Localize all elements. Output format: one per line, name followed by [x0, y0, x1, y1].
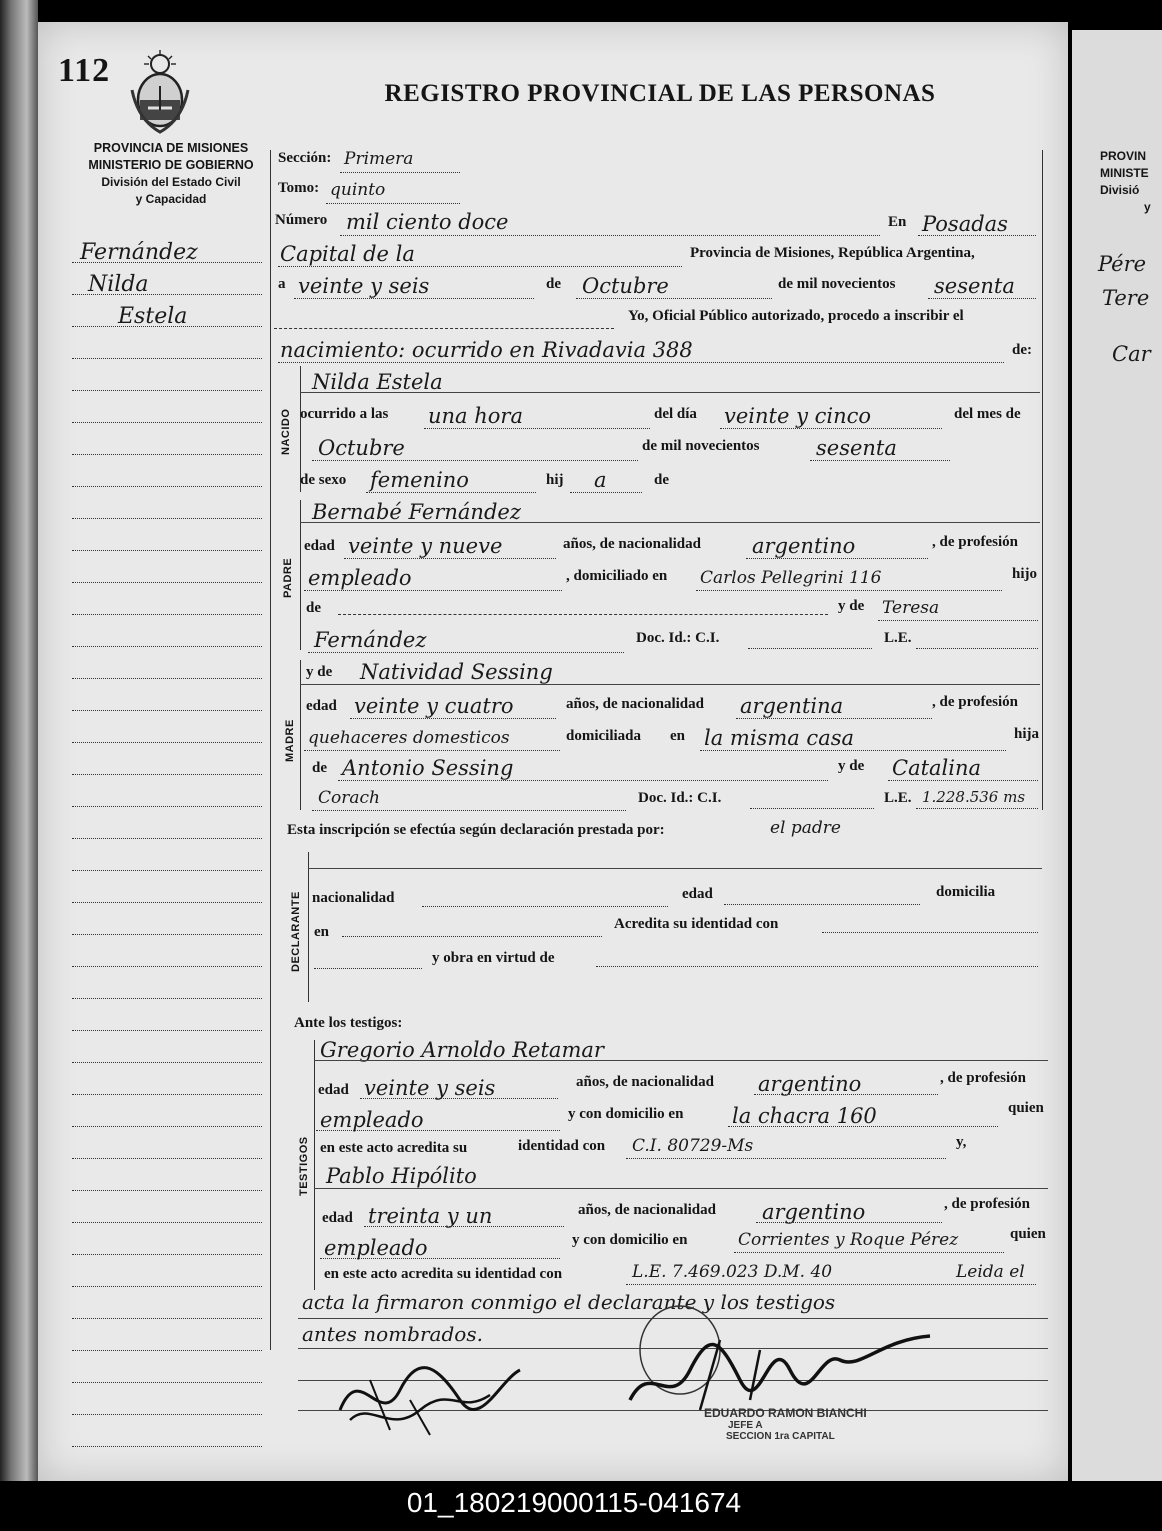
value-padre-profesion: empleado [308, 566, 412, 590]
value-testigo2-identidad: L.E. 7.469.023 D.M. 40 [632, 1262, 833, 1282]
margin-line [72, 966, 262, 967]
label-y-de-madre: y de [306, 664, 333, 680]
label-hijo: hijo [1012, 566, 1038, 582]
margin-surname: Fernández [80, 240, 198, 265]
value-madre-le: 1.228.536 ms [922, 788, 1026, 806]
value-sexo: femenino [370, 468, 469, 492]
label-profesion: , de profesión [932, 534, 1018, 550]
field-line [596, 966, 1038, 967]
label-mil-novecientos: de mil novecientos [778, 276, 896, 292]
field-line [278, 266, 682, 267]
field-line [916, 648, 1038, 649]
value-madre-madre-apellido: Corach [318, 788, 380, 808]
next-page-line: Divisió [1100, 183, 1140, 197]
field-line [928, 298, 1036, 299]
field-line [338, 780, 828, 781]
field-line [918, 235, 1036, 236]
label-edad-t2: edad [322, 1210, 353, 1226]
side-label-testigos: TESTIGOS [298, 1136, 310, 1196]
value-testigo2-domicilio: Corrientes y Roque Pérez [738, 1230, 959, 1250]
label-hija: hija [1014, 726, 1040, 742]
label-de-3: de [306, 600, 321, 616]
margin-line [72, 422, 262, 423]
field-line [314, 1188, 1048, 1189]
field-line [338, 614, 828, 615]
side-label-declarante: DECLARANTE [290, 891, 302, 972]
field-line [300, 684, 1040, 685]
field-line [878, 620, 1038, 621]
field-line [750, 808, 874, 809]
side-label-madre: MADRE [284, 719, 296, 762]
label-doc-id: Doc. Id.: C.I. [636, 630, 720, 646]
label-en-2: en [670, 728, 685, 744]
label-edad-decl: edad [682, 886, 713, 902]
field-line [696, 590, 1002, 591]
form-left-border [270, 150, 271, 1350]
margin-line [72, 1126, 262, 1127]
field-line [316, 1130, 560, 1131]
label-le: L.E. [884, 630, 912, 646]
value-cierre-1: acta la firmaron conmigo el declarante y los testigos [302, 1290, 836, 1314]
margin-middle-name: Estela [118, 304, 188, 329]
field-line [364, 1226, 564, 1227]
margin-given-name: Nilda [88, 272, 149, 297]
field-line [278, 362, 1004, 363]
field-line [422, 906, 668, 907]
value-madre-profesion: quehaceres domesticos [308, 728, 510, 748]
label-edad-madre: edad [306, 698, 337, 714]
margin-line [72, 326, 262, 327]
value-testigo2-nacionalidad: argentino [762, 1200, 866, 1224]
issuer-ministry: MINISTERIO DE GOBIERNO [88, 158, 254, 172]
next-page-line: PROVIN [1100, 149, 1147, 163]
label-ante-testigos: Ante los testigos: [294, 1015, 403, 1031]
field-line [916, 808, 1038, 809]
value-padre-nombre: Bernabé Fernández [312, 500, 521, 524]
field-line [626, 1158, 946, 1159]
margin-line [72, 1030, 262, 1031]
value-en: Posadas [922, 212, 1008, 236]
field-line [274, 328, 614, 329]
field-line [320, 1258, 560, 1259]
label-quien-t1: quien [1008, 1100, 1044, 1116]
label-en-este-acto-2: en este acto acredita su identidad con [324, 1266, 563, 1282]
margin-line [72, 294, 262, 295]
stamp-name: EDUARDO RAMON BIANCHI [704, 1406, 867, 1420]
label-mil-novecientos-2: de mil novecientos [642, 438, 760, 454]
stamp-title: JEFE A [728, 1420, 763, 1431]
issuer-division: División del Estado Civil [101, 175, 241, 189]
label-y-comma: y, [956, 1134, 967, 1150]
field-line [326, 203, 460, 204]
value-testigo1-profesion: empleado [320, 1108, 424, 1132]
field-line [304, 750, 560, 751]
label-domiciliada: domiciliada [566, 728, 642, 744]
margin-line [72, 870, 262, 871]
label-edad-t1: edad [318, 1082, 349, 1098]
label-domiciliado: , domiciliado en [566, 568, 668, 584]
next-page-name: Pére [1098, 252, 1147, 276]
label-doc-id-madre: Doc. Id.: C.I. [638, 790, 722, 806]
field-line [424, 428, 650, 429]
value-nacimiento: nacimiento: ocurrido en Rivadavia 388 [280, 338, 693, 362]
label-con-domicilio-t2: y con domicilio en [572, 1232, 688, 1248]
field-line [294, 298, 534, 299]
field-line [810, 460, 950, 461]
label-acredita: Acredita su identidad con [614, 916, 779, 932]
margin-line [72, 1286, 262, 1287]
label-y-obra: y obra en virtud de [432, 950, 555, 966]
field-line [314, 968, 422, 969]
margin-line [72, 390, 262, 391]
value-testigo1-domicilio: la chacra 160 [732, 1104, 877, 1128]
margin-line [72, 550, 262, 551]
field-line [340, 235, 880, 236]
value-seccion: Primera [344, 149, 414, 169]
label-nacionalidad-decl: nacionalidad [312, 890, 395, 906]
margin-line [72, 582, 262, 583]
margin-line [72, 1222, 262, 1223]
margin-line [72, 934, 262, 935]
label-a: a [278, 276, 286, 292]
side-label-padre: PADRE [282, 557, 294, 598]
field-line [300, 392, 1040, 393]
label-yo-oficial: Yo, Oficial Público autorizado, procedo a inscribir el [628, 308, 964, 324]
label-ocurrido: ocurrido a las [300, 406, 389, 422]
stamp-section: SECCION 1ra CAPITAL [726, 1431, 835, 1442]
label-hij: hij [546, 472, 564, 488]
value-capital: Capital de la [280, 242, 415, 266]
field-line [728, 1126, 998, 1127]
label-con-domicilio-t1: y con domicilio en [568, 1106, 684, 1122]
value-tomo: quinto [330, 180, 386, 200]
field-line [888, 780, 1038, 781]
value-cierre-2: antes nombrados. [302, 1322, 483, 1346]
value-dia: veinte y seis [298, 274, 430, 298]
section-divider [314, 1040, 315, 1290]
value-madre-nombre: Natividad Sessing [360, 660, 553, 684]
issuer-province: PROVINCIA DE MISIONES [93, 141, 249, 155]
label-de: de [546, 276, 561, 292]
label-esta-inscripcion: Esta inscripción se efectúa según declaración prestada por: [287, 822, 665, 838]
value-madre-madre-nombre: Catalina [892, 756, 982, 780]
value-declarante: el padre [770, 818, 841, 838]
label-provincia: Provincia de Misiones, República Argentina, [690, 245, 975, 261]
field-line [754, 1094, 938, 1095]
margin-line [72, 1446, 262, 1447]
margin-line [72, 646, 262, 647]
label-en-este-acto: en este acto acredita su [320, 1140, 468, 1156]
value-madre-nacionalidad: argentina [740, 694, 844, 718]
field-line [360, 1098, 558, 1099]
margin-line [72, 614, 262, 615]
field-line [822, 932, 1038, 933]
margin-line [72, 262, 262, 263]
margin-line [72, 1190, 262, 1191]
value-testigo2-profesion: empleado [324, 1236, 428, 1260]
book-binding [0, 0, 38, 1481]
label-de-4: de [312, 760, 327, 776]
value-anio-nac: sesenta [816, 436, 897, 460]
issuer-block [66, 140, 276, 208]
label-domicilia: domicilia [936, 884, 996, 900]
next-page-name: Tere [1102, 286, 1150, 310]
scan-identifier: 01_180219000115-041674 [0, 1481, 1148, 1531]
label-y-de-2: y de [838, 758, 865, 774]
field-line [304, 590, 562, 591]
value-madre-edad: veinte y cuatro [354, 694, 514, 718]
label-y-de: y de [838, 598, 865, 614]
value-padre-edad: veinte y nueve [348, 534, 503, 558]
margin-line [72, 774, 262, 775]
value-leida: Leida el [956, 1262, 1025, 1282]
margin-line [72, 518, 262, 519]
value-numero: mil ciento doce [346, 210, 509, 234]
label-profesion-t2: , de profesión [944, 1196, 1030, 1212]
label-nacionalidad-t1: años, de nacionalidad [576, 1074, 714, 1090]
field-line [340, 172, 460, 173]
label-profesion-t1: , de profesión [940, 1070, 1026, 1086]
value-dia-nac: veinte y cinco [724, 404, 872, 428]
field-line [300, 522, 1040, 523]
field-line [736, 718, 932, 719]
label-tomo: Tomo: [278, 180, 320, 196]
field-line [350, 718, 556, 719]
label-quien-t2: quien [1010, 1226, 1046, 1242]
field-line [308, 652, 624, 653]
margin-line [72, 742, 262, 743]
field-line [626, 1284, 1036, 1285]
label-nacionalidad: años, de nacionalidad [563, 536, 701, 552]
label-en: En [888, 214, 907, 230]
field-line [724, 904, 920, 905]
value-padre-madre-apellido: Fernández [314, 628, 427, 652]
margin-line [72, 1414, 262, 1415]
margin-line [72, 486, 262, 487]
value-testigo1-edad: veinte y seis [364, 1076, 496, 1100]
value-hij: a [594, 468, 607, 492]
official-stamp [704, 1406, 867, 1442]
field-line [746, 558, 928, 559]
label-nacionalidad-t2: años, de nacionalidad [578, 1202, 716, 1218]
margin-line [72, 678, 262, 679]
value-madre-padre-nombre: Antonio Sessing [342, 756, 514, 780]
margin-line [72, 1254, 262, 1255]
margin-line [72, 1062, 262, 1063]
field-line [366, 492, 536, 493]
label-de-colon: de: [1012, 342, 1032, 358]
margin-line [72, 998, 262, 999]
field-line [720, 428, 942, 429]
label-del-mes: del mes de [954, 406, 1021, 422]
next-page-name: Car [1112, 342, 1151, 366]
field-line [308, 868, 1042, 869]
value-testigo2-edad: treinta y un [368, 1204, 493, 1228]
label-edad: edad [304, 538, 335, 554]
value-hora: una hora [428, 404, 523, 428]
field-line [342, 936, 602, 937]
next-page-line: MINISTE [1100, 166, 1149, 180]
label-de-2: de [654, 472, 669, 488]
section-divider [308, 852, 309, 1002]
value-anio: sesenta [934, 274, 1015, 298]
section-divider [300, 660, 301, 810]
margin-line [72, 1094, 262, 1095]
field-line [344, 558, 556, 559]
value-mes-nac: Octubre [318, 436, 405, 460]
value-testigo1-nombre: Gregorio Arnoldo Retamar [320, 1038, 604, 1062]
field-line [756, 1222, 942, 1223]
issuer-division-2: y Capacidad [135, 192, 207, 206]
field-line [312, 810, 626, 811]
form-right-border [1042, 150, 1043, 810]
label-numero: Número [275, 212, 328, 228]
margin-line [72, 902, 262, 903]
field-line [734, 1252, 1004, 1253]
margin-line [72, 1318, 262, 1319]
coat-of-arms-icon [128, 50, 192, 134]
field-line [748, 648, 872, 649]
field-line [570, 492, 642, 493]
label-sexo: de sexo [300, 472, 347, 488]
label-identidad-con: identidad con [518, 1138, 606, 1154]
margin-line [72, 1158, 262, 1159]
label-nacionalidad-madre: años, de nacionalidad [566, 696, 704, 712]
value-testigo2-nombre: Pablo Hipólito [326, 1164, 477, 1188]
field-line [576, 298, 772, 299]
label-del-dia: del día [654, 406, 697, 422]
value-nombre: Nilda Estela [312, 370, 443, 394]
next-page-edge [1072, 30, 1162, 1481]
field-line [314, 1060, 1048, 1061]
label-en-3: en [314, 924, 329, 940]
value-padre-domicilio: Carlos Pellegrini 116 [700, 568, 882, 588]
value-padre-madre-nombre: Teresa [882, 598, 940, 618]
value-mes: Octubre [582, 274, 669, 298]
margin-line [72, 358, 262, 359]
value-testigo1-nacionalidad: argentino [758, 1072, 862, 1096]
document-title: REGISTRO PROVINCIAL DE LAS PERSONAS [384, 80, 936, 107]
page-number: 112 [58, 52, 111, 89]
value-padre-nacionalidad: argentino [752, 534, 856, 558]
value-testigo1-identidad: C.I. 80729-Ms [632, 1136, 754, 1156]
value-madre-domicilio: la misma casa [704, 726, 855, 750]
margin-line [72, 710, 262, 711]
label-le-madre: L.E. [884, 790, 912, 806]
label-seccion: Sección: [278, 150, 332, 166]
field-line [312, 460, 638, 461]
margin-line [72, 838, 262, 839]
side-label-nacido: NACIDO [280, 408, 292, 455]
field-line [700, 750, 1006, 751]
margin-line [72, 806, 262, 807]
next-page-line: y [1144, 200, 1151, 214]
margin-line [72, 1350, 262, 1351]
label-profesion-madre: , de profesión [932, 694, 1018, 710]
margin-line [72, 454, 262, 455]
witness-signature [330, 1340, 550, 1440]
margin-line [72, 1382, 262, 1383]
